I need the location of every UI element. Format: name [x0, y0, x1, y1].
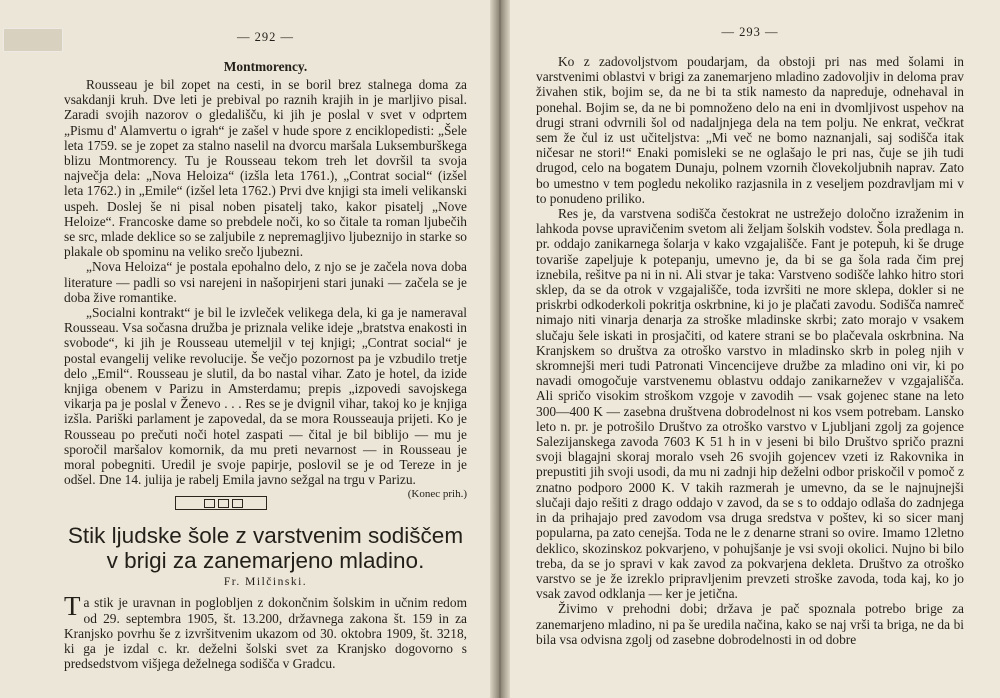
- left-page: [0, 0, 497, 698]
- article-body-text: [64, 591, 467, 672]
- paragraph-text: „Socialni kontrakt“ je bil le izvleček velikega dela, ki ga je nameraval Rousseau. Vsa sočasna družba je priznala velike ideje „bratstva enakosti in svobode“, ki jih je Rousseau utemeljil v tej knjigi; „Contrat social“ je postal evangelij velike revolucije. Še večjo pozornost pa je vzbudilo tretje delo „Emil“. Rousseau je slutil, da bo nastal vihar. Zato je hotel, da izide knjiga obenem v Parizu in Amsterdamu; prepis „izpovedi savojskega vikarja pa je poslal v Ženevo . . . Res se je dvignil vihar, takoj ko je knjiga izšla. Pariški parlament je zapovedal, da se mora Rousseauja prijeti. Ko je Rousseau po prečuti noči hotel zaspati — čital je bil biblijo — mu je sporočil maršalov komornik, da mu preti nevarnost — in Rousseau je moral pobegniti. Uredil je svoje papirje, poslovil se je od Tereze in je odšel. Dne 14. julija je rabelj Emila javno sežgal na trgu v Parizu.: [64, 305, 467, 488]
- paragraph: Rousseau je bil zopet na cesti, in se boril brez stalnega doma za vsakdanji kruh. Dve leti je prebival po raznih krajih in je marljivo pisal. Zaradi svojih nazorov o gledališču, ki jih je poslal v svet v odprtem „Pismu d' Alamvertu o igrah“ je zašel v hude spore z enciklopedisti: „Šele leta 1759. se je zopet za stalno naselil na dvorcu maršala Luksemburškega blizu Montmorency. Tu je Rousseau tekom treh let dovršil ta svoja največja dela: „Nova Heloiza“ (izšla leta 1761.), „Contrat social“ (izšel leta 1762.) in „Emile“ (izšel leta 1762.) Prvi dve knjigi sta imeli velikanski uspeh. Doslej še ni pisal noben pisatelj tako, kakor pisatelj „Nove Heloize“. Francoske dame so prebdele noči, ko so čitale ta roman ljubečih se src, mlade deklice so se zaljubile z nepremagljivo ljubeznijo in starke so plakale ob spominu na veliko srečo ljubezni.: [64, 77, 467, 260]
- article-paragraph-text: a stik je uravnan in poglobljen z dokončnim šolskim in učnim redom od 29. septembra 1905, št. 13.200, državnega zakona št. 159 in za Kranjsko povrhu še z izvršitvenim ukazom od 30. oktobra 1909, št. 3218, ki ga je izdal c. kr. deželni šolski svet za Kranjsko dogovorno s predsedstvom višjega deželnega sodišča v Gradcu.: [64, 595, 467, 672]
- paragraph: Živimo v prehodni dobi; država je pač spoznala potrebo brige za zanemarjeno mladino, ni pa še uredila načina, kako se naj vrši ta briga, ne da bi bila vsa odvisna zgolj od zasebne dobrodelnosti in od dobre: [536, 601, 964, 647]
- article-title: Stik ljudske šole z varstvenim sodiščem v brigi za zanemarjeno mladino.: [67, 523, 464, 574]
- drop-cap: T: [64, 591, 81, 622]
- paragraph: [64, 305, 467, 501]
- left-body-text: [64, 77, 467, 501]
- paragraph: Res je, da varstvena sodišča čestokrat ne ustrežejo določno izraženim in lahkoda povse upravičenim svetom ali željam šolskih vodstev. Šola predlaga n. pr. oddajo zanikarnega šolarja v kako vzgajališče. Fant je potepuh, ki še druge tovariše zapeljuje k potepanju, umevno je, da bi se ga šola rada čim prej iznebila, rešitve pa ni in ni. Ali stvar je taka: Varstveno sodišče lahko hitro stori sklep, da se da otrok v vzgajališče, toda izvršiti ne more sklepa, dokler si ne priskrbi odkoderkoli pokritja oskrbnine, ki jo je plačati zavodu. Sodišča namreč nimajo niti vinarja denarja za stroške mladinske skrbi; zato morajo v vsakem slučaju šele iskati in prosjačiti, od katere strani se bo plačevala oskrbnina. Na Kranjskem so društva za otroško varstvo in mladinsko skrb in poleg njih v skromnejši meri tudi Patronati Vincencijeve družbe za mladino oni vir, ki po navadi omogočuje varstvenemu oblastvu oddajo zanikarnežev v vzgajališča. Ali spričo visokim stroškom vzgoje v zavodih — vsak gojenec stane na leto 300—400 K — zasebna društvena dobrodelnost ni kos vsem potrebam. Lansko leto n. pr. je potrošilo Društvo za otroško varstvo v Ljubljani zgolj za gojence Salezijanskega zavoda 7603 K 51 h in v jeseni bi bilo Društvo spričo prazni svoji blagajni skoraj moralo vseh 26 svojih gojencev vzeti iz Rakovnika in prepustiti jih svoji usodi, da mu ni zadnji hip deželni odbor priskočil v pomoč z znatno podporo 2000 K. V takih razmerah je umevno, da se le najnujnejši slučaji dajo rešiti z drago oddajo v zavod, da se s to oddajo odlaša do zadnjega in da prihajajo pred zavodom vsa druga sredstva v poštev, ki so sicer manj popularna, pa zato cenejša. Toda ne le z denarne strani so ovire. Imamo 12letno deklico, skozinskoz pokvarjeno, v pohujšanje je vsi svoji okolici. Nujno bi bilo treba, da se jo spravi v kak zavod za pokvarjena dekleta. Društvo za otroško varstvo se je že izreklo pripravljenim prevzeti stroške zavoda, toda kaj, ko jo vsak zavod odklanja — ker je jetična.: [536, 206, 964, 602]
- page-number-left: — 292 —: [237, 30, 294, 44]
- section-title: Montmorency.: [223, 59, 308, 74]
- watermark-logo: [3, 28, 63, 52]
- page-number-right: — 293 —: [721, 25, 779, 39]
- article-paragraph: [64, 591, 467, 672]
- right-page: [503, 0, 1000, 698]
- paragraph: „Nova Heloiza“ je postala epohalno delo, z njo se je začela nova doba literature — padli so vsi nareјeni in našopirjeni stari junaki — začela se je doba žive romantike.: [64, 259, 467, 305]
- article-author: Fr. Milčinski.: [223, 576, 308, 589]
- ornament-icon: [175, 496, 267, 510]
- book-gutter: [490, 0, 510, 698]
- paragraph: Ko z zadovoljstvom poudarjam, da obstoji pri nas med šolami in varstvenimi oblastvi v brigi za zanemarjeno mladino zadovoljiv in deloma prav živahen stik, bojim se, da ne bi ta stik namesto da napreduje, odnehaval in ponehal. Bojim se, da ne bi pomnoženo delo na eni in dvomljivost uspehov na drugi strani odvrnili šol od nadaljnjega dela na tem polju. Ne enkrat, večkrat sem že čul iz ust učiteljstva: „Mi več ne bomo naznanjali, saj sodišča itak ničesar ne stori!“ Enaki pomisleki se ne oglašajo le pri nas, čuje se jih tudi drugod, celo na bogatem Dunaju, polnem vzornih človekoljubnih naprav. Zato bo umestno v tem pogledu nekoliko razjasnila in z veseljem pozdravljam mi v to ponudeno priliko.: [536, 54, 964, 206]
- continuation-note: (Konec prih.): [407, 488, 467, 501]
- right-body-text: [536, 54, 964, 647]
